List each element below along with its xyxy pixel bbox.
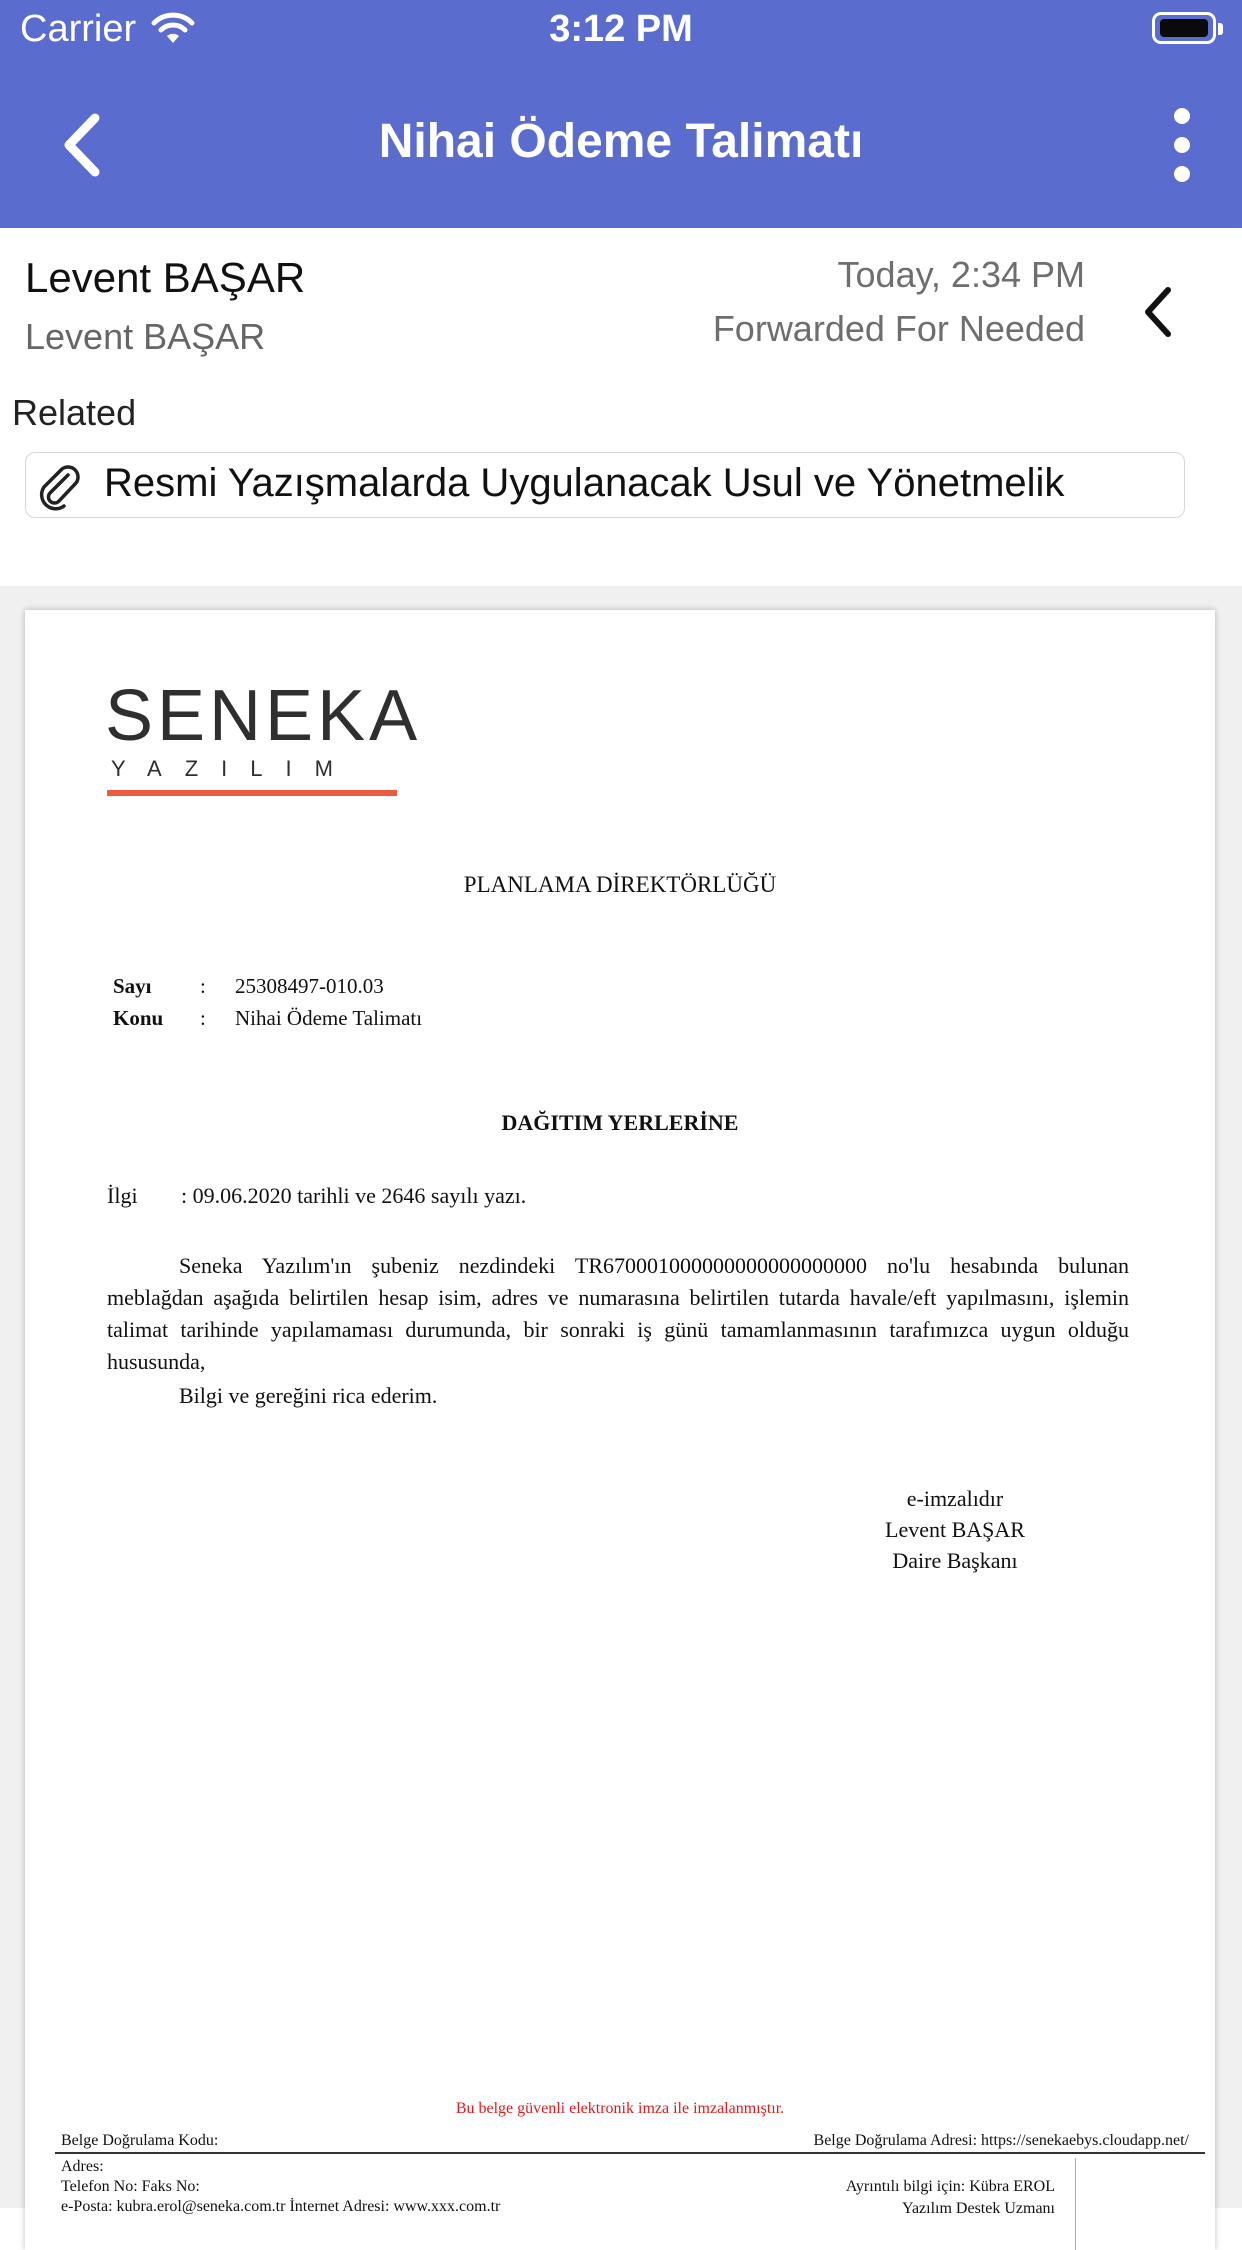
related-label: Related (12, 392, 137, 433)
page-title: Nihai Ödeme Talimatı (378, 115, 864, 168)
signature-note: e-imzalıdır (906, 1486, 1004, 1511)
konu-value: Nihai Ödeme Talimatı (235, 1006, 423, 1030)
sayi-colon: : (200, 974, 206, 998)
signature-title: Daire Başkanı (892, 1548, 1018, 1573)
more-vertical-icon (1160, 100, 1205, 190)
sender-subtitle: Levent BAŞAR (25, 316, 266, 357)
logo-name: SENEKA (105, 676, 422, 756)
document-body: Seneka Yazılım'ın şubeniz nezdindeki TR670001000000000000000000 no'lu hesabında bulunan meblağdan aşağıda belirtilen hesap isim, adres ve numarasına belirtilen tutarda havale/eft yapılmasını, işlemin talimat tarihinde yapılamaması durumunda, bir sonraki iş günü tamamlanmasının tarafımızca uygun olduğu hususunda, (107, 1253, 1129, 1374)
footer-support: Yazılım Destek Uzmanı (901, 2200, 1055, 2217)
collapse-chevron-icon (1138, 282, 1178, 342)
battery-nub (1218, 23, 1223, 35)
footer-phone-fax: Telefon No: Faks No: (61, 2178, 200, 2195)
sayi-value: 25308497-010.03 (235, 974, 384, 998)
logo-subtitle: YAZILIM (111, 756, 356, 781)
paperclip-icon (34, 461, 84, 511)
collapse-button[interactable] (1138, 282, 1178, 342)
status-carrier: Carrier (20, 8, 137, 50)
related-item[interactable] (25, 452, 1185, 518)
related-item-label: Resmi Yazışmalarda Uygulanacak Usul ve Yönetmelik (104, 461, 1065, 505)
document-page (25, 610, 1215, 2250)
more-options-button[interactable] (1160, 100, 1205, 190)
battery-icon (1152, 12, 1216, 44)
konu-label: Konu (113, 1006, 164, 1030)
message-status: Forwarded For Needed (712, 308, 1085, 349)
sender-name: Levent BAŞAR (25, 254, 306, 301)
footer-divider (55, 2152, 1205, 2154)
konu-colon: : (200, 1006, 206, 1030)
ilgi-value: : 09.06.2020 tarihli ve 2646 sayılı yazı. (181, 1183, 527, 1208)
distribution-heading: DAĞITIM YERLERİNE (501, 1110, 739, 1135)
secure-signature-note: Bu belge güvenli elektronik imza ile imzalanmıştır. (455, 2100, 785, 2117)
department-heading: PLANLAMA DİREKTÖRLÜĞÜ (463, 872, 777, 897)
logo-underline (107, 790, 397, 796)
signature-name: Levent BAŞAR (885, 1517, 1025, 1542)
verify-code-label: Belge Doğrulama Kodu: (61, 2132, 219, 2149)
footer-info: Ayrıntılı bilgi için: Kübra EROL (845, 2178, 1055, 2195)
footer-address: Adres: (61, 2158, 104, 2175)
ilgi-label: İlgi (107, 1183, 138, 1208)
footer-box (1075, 2158, 1076, 2250)
footer-email-web: e-Posta: kubra.erol@seneka.com.tr İnternet Adresi: www.xxx.com.tr (61, 2198, 501, 2215)
sayi-label: Sayı (113, 974, 152, 998)
status-time: 3:12 PM (549, 8, 693, 50)
document-closing: Bilgi ve gereğini rica ederim. (179, 1383, 438, 1408)
verify-address: Belge Doğrulama Adresi: https://senekaebys.cloudapp.net/ (813, 2132, 1189, 2149)
message-time: Today, 2:34 PM (837, 254, 1085, 295)
